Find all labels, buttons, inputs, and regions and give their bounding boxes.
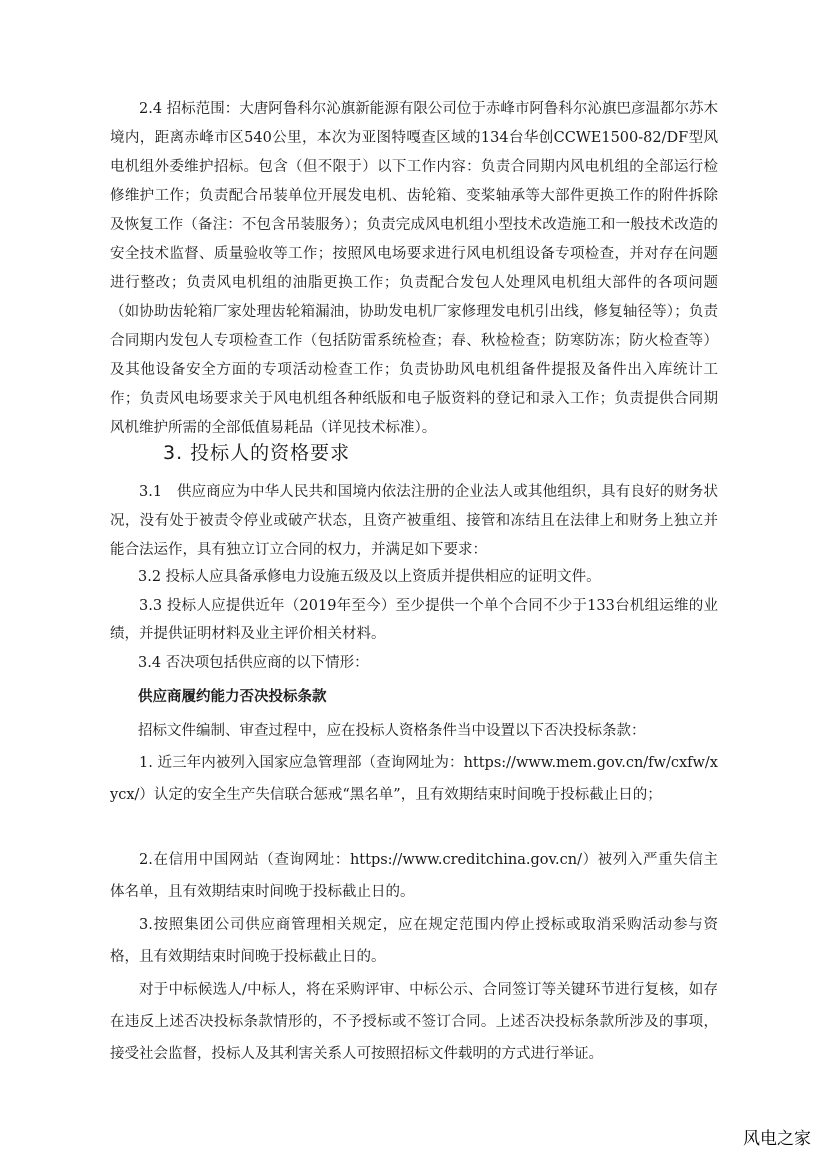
section-2-4-paragraph: 2.4 招标范围：大唐阿鲁科尔沁旗新能源有限公司位于赤峰市阿鲁科尔沁旗巴彦温都尔苏木境内，距离赤峰市区540公里，本次为亚图特嘎查区域的134台华创CCWE1500-82/DF型风电机组外委维护招标。包含（但不限于）以下工作内容：负责合同期内风电机组的全部运行检修维护工作；负责配合吊装单位开展发电机、齿轮箱、变桨轴承等大部件更换工作的附件拆除及恢复工作（备注：不包含吊装服务）；负责完成风电机组小型技术改造施工和一般技术改造的安全技术监督、质量验收等工作；按照风电场要求进行风电机组设备专项检查，并对存在问题进行整改；负责风电机组的油脂更换工作；负责配合发包人处理风电机组大部件的各项问题（如协助齿轮箱厂家处理齿轮箱漏油，协助发电机厂家修理发电机引出线，修复轴径等）；负责合同期内发包人专项检查工作（包括防雷系统检查；春、秋检检查；防寒防冻；防火检查等）及其他设备安全方面的专项活动检查工作；负责协助风电机组备件提报及备件出入库统计工作；负责风电场要求关于风电机组各种纸版和电子版资料的登记和录入工作；负责提供合同期风机维护所需的全部低值易耗品（详见技术标准）。 [110, 101, 718, 436]
veto-item-2: 2.在信用中国网站（查询网址：https://www.creditchina.gov.cn/）被列入严重失信主体名单，且有效期结束时间晚于投标截止日的。 [110, 852, 718, 900]
section-3-3-paragraph: 3.3 投标人应提供近年（2019年至今）至少提供一个单个合同不少于133台机组运维的业绩，并提供证明材料及业主评价相关材料。 [110, 598, 718, 642]
veto-item-1: 1. 近三年内被列入国家应急管理部（查询网址为：https://www.mem.gov.cn/fw/cxfw/xycx/）认定的安全生产失信联合惩戒“黑名单”，且有效期结束时间晚于投标截止日的； [110, 755, 718, 803]
section-3-heading: 3. 投标人的资格要求 [163, 442, 351, 464]
section-3-4-paragraph: 3.4 否决项包括供应商的以下情形： [138, 655, 369, 671]
veto-clause-intro: 招标文件编制、审查过程中，应在投标人资格条件当中设置以下否决投标条款： [138, 723, 646, 739]
closing-paragraph: 对于中标候选人/中标人，将在采购评审、中标公示、合同签订等关键环节进行复核，如存在违反上述否决投标条款情形的，不予授标或不签订合同。上述否决投标条款所涉及的事项，接受社会监督，投标人及其利害关系人可按照招标文件载明的方式进行举证。 [110, 982, 718, 1062]
section-3-2-paragraph: 3.2 投标人应具备承修电力设施五级及以上资质并提供相应的证明文件。 [138, 569, 601, 585]
veto-item-3: 3.按照集团公司供应商管理相关规定，应在规定范围内停止授标或取消采购活动参与资格，且有效期结束时间晚于投标截止日的。 [110, 917, 718, 965]
veto-clause-title: 供应商履约能力否决投标条款 [138, 689, 327, 705]
section-3-1-paragraph: 3.1 供应商应为中华人民共和国境内依法注册的企业法人或其他组织，具有良好的财务状况，没有处于被责令停业或破产状态，且资产被重组、接管和冻结且在法律上和财务上独立并能合法运作，具有独立订立合同的权力，并满足如下要求： [110, 484, 718, 558]
site-watermark: 风电之家 [743, 1129, 811, 1149]
